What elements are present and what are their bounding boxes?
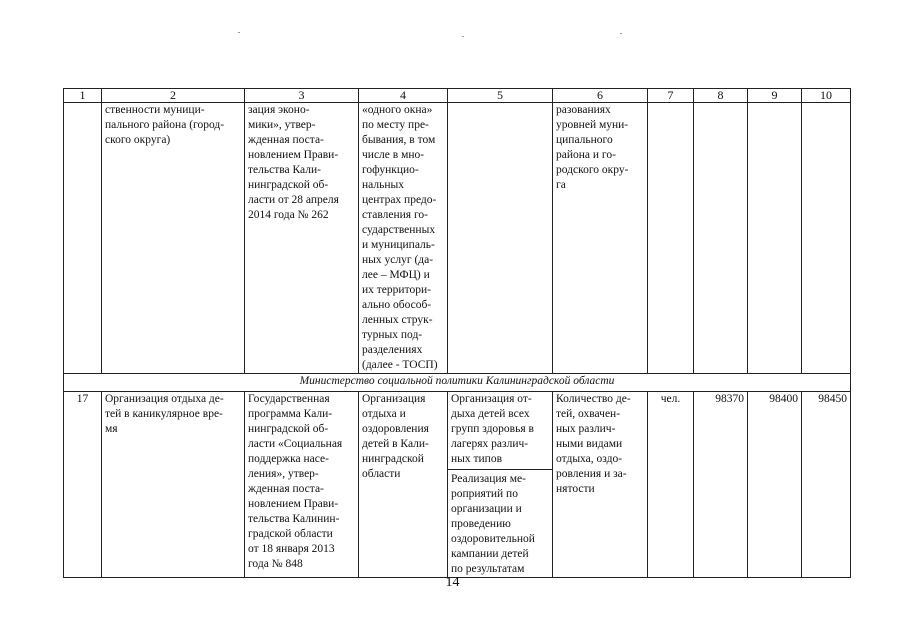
column-header: 8: [694, 89, 748, 103]
program-table: [63, 88, 851, 578]
header-row: [64, 89, 851, 103]
program-cell: Государственная программа Кали- нинградской об- ласти «Социальная поддержка насе- ления», утвер- жденная поста- новлением Прави- тельства Калинин- градской области от 18 января 2013 года № 848: [245, 392, 359, 578]
table-cell: [648, 103, 694, 374]
event-name-cell: Организация отдыха де- тей в каникулярное вре- мя: [102, 392, 245, 578]
column-header: 6: [553, 89, 648, 103]
row-number: 17: [64, 392, 102, 578]
table-cell: [694, 103, 748, 374]
scan-speck: [238, 32, 240, 33]
scan-speck: [462, 36, 464, 37]
column-header: 9: [748, 89, 802, 103]
table-cell: [748, 103, 802, 374]
column-header: 7: [648, 89, 694, 103]
section-title: Министерство социальной политики Калининградской области: [64, 374, 851, 392]
value-cell: 98450: [802, 392, 851, 578]
measures-cell: [448, 392, 553, 578]
scan-speck: [620, 33, 622, 34]
table-cell: ственности муници- пального района (город- ского округа): [102, 103, 245, 374]
column-header: 3: [245, 89, 359, 103]
value-cell: 98370: [694, 392, 748, 578]
measure-item: Реализация ме- роприятий по организации и проведению оздоровительной кампании детей по результатам: [448, 469, 552, 577]
column-header: 5: [448, 89, 553, 103]
column-header: 1: [64, 89, 102, 103]
table-cell: [802, 103, 851, 374]
table-cell: зация эконо- мики», утвер- жденная поста- новлением Прави- тельства Кали- нинградской об- ласти от 28 апреля 2014 года № 262: [245, 103, 359, 374]
section-heading-row: [64, 374, 851, 392]
column-header: 10: [802, 89, 851, 103]
table-cell: «одного окна» по месту пре- бывания, в том числе в мно- гофункцио- нальных центрах предо- ставления го- сударственных и муниципаль- ных услуг (да- лее – МФЦ) и их территори- ально обособ- ленных струк- турных под- разделениях (далее - ТОСП): [359, 103, 448, 374]
column-header: 2: [102, 89, 245, 103]
measure-item: Организация от- дыха детей всех групп здоровья в лагерях различ- ных типов: [451, 393, 534, 465]
indicator-cell: Количество де- тей, охвачен- ных различ- ными видами отдыха, оздо- ровления и за- нятости: [553, 392, 648, 578]
table-row-17: [64, 392, 851, 578]
subprogram-cell: Организация отдыха и оздоровления детей в Кали- нинградской области: [359, 392, 448, 578]
table-cell: [64, 103, 102, 374]
table-row-continuation: [64, 103, 851, 374]
table-cell: [448, 103, 553, 374]
table-cell: разованиях уровней муни- ципального района и го- родского окру- га: [553, 103, 648, 374]
page-number: 14: [445, 575, 460, 590]
column-header: 4: [359, 89, 448, 103]
unit-cell: чел.: [648, 392, 694, 578]
value-cell: 98400: [748, 392, 802, 578]
